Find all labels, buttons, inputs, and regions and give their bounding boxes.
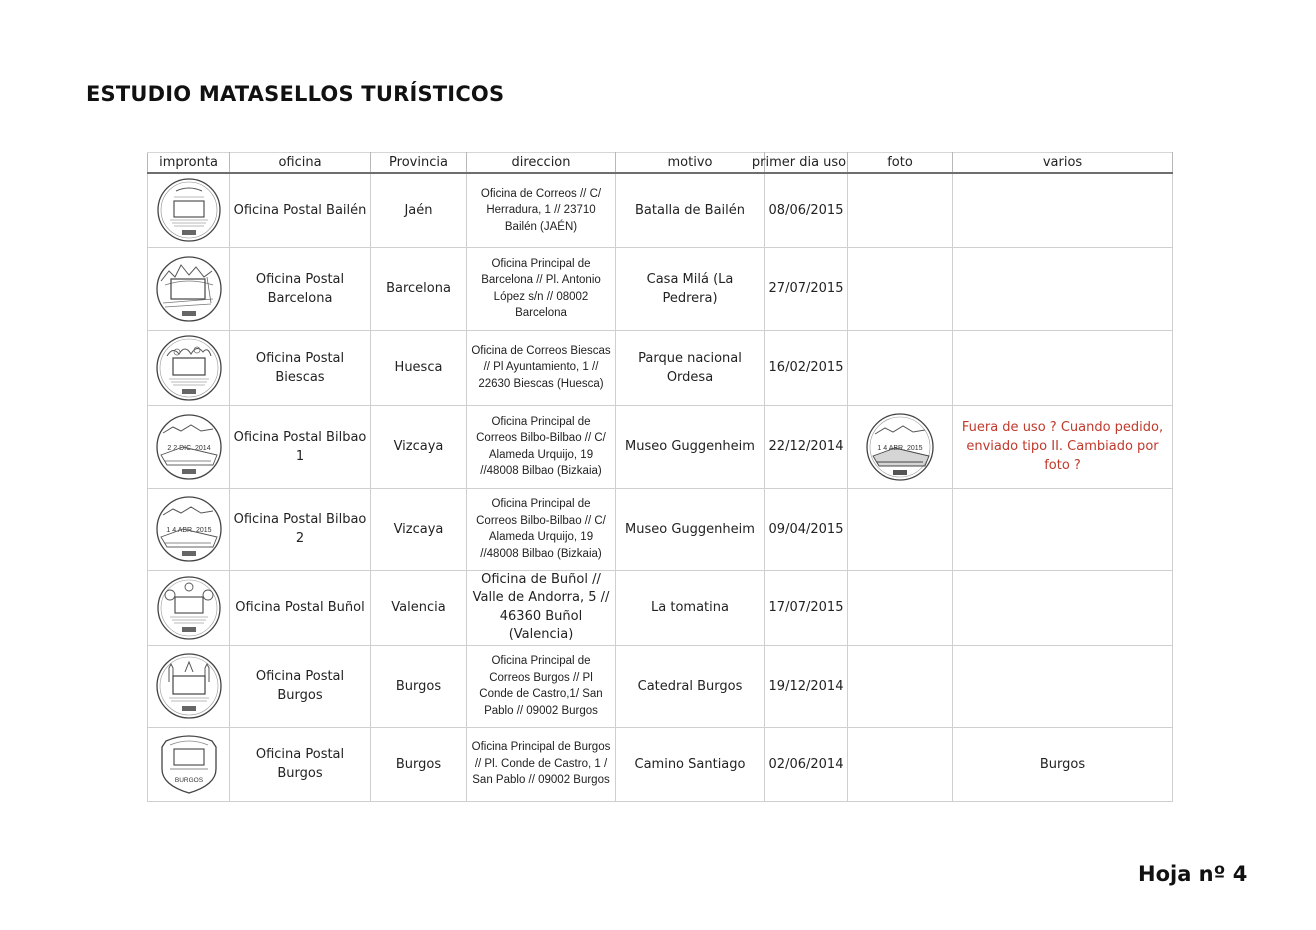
primer-dia-cell: 22/12/2014 [765, 405, 848, 488]
stamp-cell [148, 570, 230, 645]
stamp-cell [148, 173, 230, 247]
direccion-cell: Oficina de Buñol // Valle de Andorra, 5 // 46360 Buñol (Valencia) [467, 570, 616, 645]
primer-dia-cell: 19/12/2014 [765, 645, 848, 727]
provincia-cell: Vizcaya [371, 488, 467, 570]
primer-dia-cell: 02/06/2014 [765, 727, 848, 801]
document-title: ESTUDIO MATASELLOS TURÍSTICOS [86, 82, 505, 106]
oficina-cell: Oficina Postal Bailén [230, 173, 371, 247]
direccion-cell: Oficina de Correos // C/ Herradura, 1 // 23710 Bailén (JAÉN) [467, 173, 616, 247]
primer-dia-cell: 27/07/2015 [765, 247, 848, 330]
table-row [148, 173, 1173, 247]
foto-cell [848, 645, 953, 727]
direccion-cell: Oficina Principal de Correos Bilbo-Bilbao // C/ Alameda Urquijo, 19 //48008 Bilbao (Bizkaia) [467, 405, 616, 488]
varios-cell [953, 645, 1173, 727]
foto-cell [848, 405, 953, 488]
provincia-cell: Valencia [371, 570, 467, 645]
oficina-cell: Oficina Postal Buñol [230, 570, 371, 645]
foto-cell [848, 570, 953, 645]
direccion-cell: Oficina Principal de Barcelona // Pl. Antonio López s/n // 08002 Barcelona [467, 247, 616, 330]
stamp-cell [148, 405, 230, 488]
postmark-photo-bilbao-icon [865, 412, 935, 482]
primer-dia-cell: 08/06/2015 [765, 173, 848, 247]
foto-cell [848, 488, 953, 570]
table-row [148, 330, 1173, 405]
oficina-cell: Oficina Postal Biescas [230, 330, 371, 405]
table-row [148, 645, 1173, 727]
foto-cell [848, 173, 953, 247]
varios-cell [953, 173, 1173, 247]
table-row [148, 488, 1173, 570]
motivo-cell: Parque nacional Ordesa [616, 330, 765, 405]
stamp-date-text: 2 2 DIC. 2014 [166, 444, 211, 452]
foto-cell [848, 727, 953, 801]
varios-cell [953, 330, 1173, 405]
postmark-burgos-catedral-icon [155, 652, 223, 720]
motivo-cell: La tomatina [616, 570, 765, 645]
provincia-cell: Huesca [371, 330, 467, 405]
column-header-provincia: Provincia [371, 153, 467, 174]
primer-dia-cell: 17/07/2015 [765, 570, 848, 645]
postmark-burgos-camino-icon [154, 731, 224, 797]
provincia-cell: Barcelona [371, 247, 467, 330]
stamp-cell [148, 727, 230, 801]
table-row [148, 405, 1173, 488]
stamp-burgos-text: BURGOS [174, 777, 203, 784]
table-row [148, 570, 1173, 645]
postmark-table [147, 152, 1173, 802]
varios-cell [953, 247, 1173, 330]
direccion-cell: Oficina Principal de Correos Bilbo-Bilbao // C/ Alameda Urquijo, 19 //48008 Bilbao (Bizkaia) [467, 488, 616, 570]
stamp-date-text: 1 4 ABR. 2015 [165, 527, 212, 534]
stamp-cell [148, 488, 230, 570]
column-header-oficina: oficina [230, 153, 371, 174]
varios-cell [953, 488, 1173, 570]
column-header-primer-dia: primer dia uso [765, 153, 848, 174]
motivo-cell: Casa Milá (La Pedrera) [616, 247, 765, 330]
varios-cell [953, 570, 1173, 645]
postmark-barcelona-icon [155, 255, 223, 323]
motivo-cell: Museo Guggenheim [616, 405, 765, 488]
postmark-bailen-icon [156, 177, 222, 243]
direccion-cell: Oficina Principal de Correos Burgos // Pl Conde de Castro,1/ San Pablo // 09002 Burgos [467, 645, 616, 727]
column-header-varios: varios [953, 153, 1173, 174]
column-header-direccion: direccion [467, 153, 616, 174]
table-row [148, 727, 1173, 801]
primer-dia-cell: 09/04/2015 [765, 488, 848, 570]
table-row [148, 247, 1173, 330]
oficina-cell: Oficina Postal Bilbao 2 [230, 488, 371, 570]
column-header-motivo: motivo [616, 153, 765, 174]
photo-date-text: 1 4 ABR. 2015 [877, 444, 923, 452]
postmark-bilbao-1-icon [155, 413, 223, 481]
motivo-cell: Camino Santiago [616, 727, 765, 801]
provincia-cell: Burgos [371, 727, 467, 801]
varios-note-cell: Fuera de uso ? Cuando pedido, enviado tipo II. Cambiado por foto ? [953, 405, 1173, 488]
sheet-number: Hoja nº 4 [1138, 862, 1248, 886]
column-header-foto: foto [848, 153, 953, 174]
foto-cell [848, 247, 953, 330]
foto-cell [848, 330, 953, 405]
motivo-cell: Catedral Burgos [616, 645, 765, 727]
primer-dia-cell: 16/02/2015 [765, 330, 848, 405]
provincia-cell: Burgos [371, 645, 467, 727]
postmark-bilbao-2-icon [155, 495, 223, 563]
provincia-cell: Jaén [371, 173, 467, 247]
postmark-biescas-icon [155, 334, 223, 402]
oficina-cell: Oficina Postal Barcelona [230, 247, 371, 330]
stamp-cell [148, 645, 230, 727]
varios-cell: Burgos [953, 727, 1173, 801]
oficina-cell: Oficina Postal Bilbao 1 [230, 405, 371, 488]
oficina-cell: Oficina Postal Burgos [230, 727, 371, 801]
stamp-cell [148, 330, 230, 405]
direccion-cell: Oficina de Correos Biescas // Pl Ayuntamiento, 1 // 22630 Biescas (Huesca) [467, 330, 616, 405]
direccion-cell: Oficina Principal de Burgos // Pl. Conde de Castro, 1 / San Pablo // 09002 Burgos [467, 727, 616, 801]
table-header-row [148, 153, 1173, 174]
provincia-cell: Vizcaya [371, 405, 467, 488]
stamp-cell [148, 247, 230, 330]
motivo-cell: Batalla de Bailén [616, 173, 765, 247]
motivo-cell: Museo Guggenheim [616, 488, 765, 570]
column-header-impronta: impronta [148, 153, 230, 174]
oficina-cell: Oficina Postal Burgos [230, 645, 371, 727]
postmark-bunol-icon [156, 575, 222, 641]
